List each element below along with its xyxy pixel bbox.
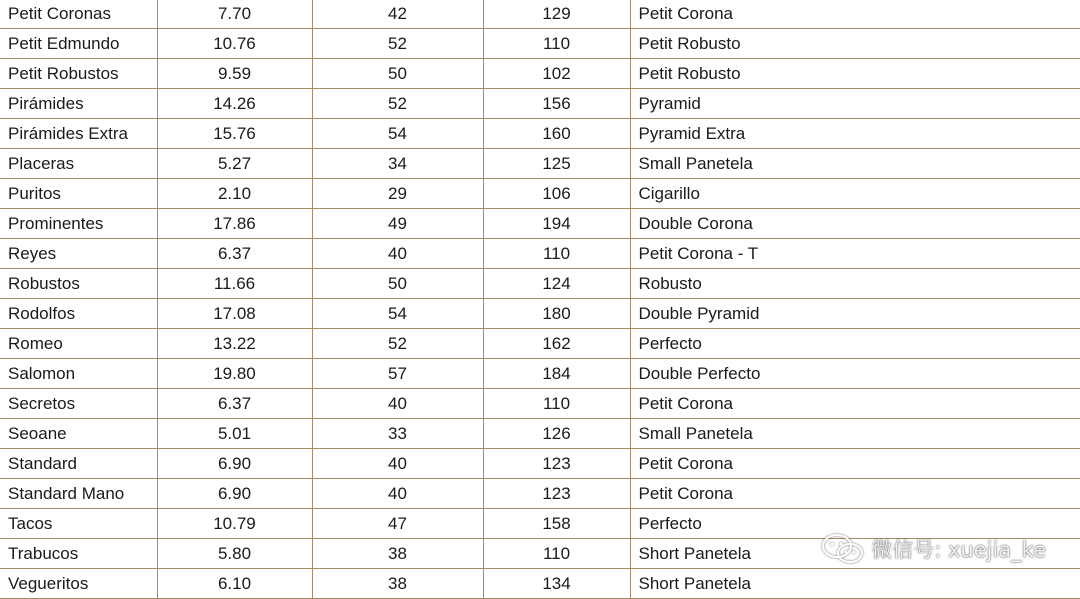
cell-length-value: 11.66 <box>157 269 312 299</box>
cell-length-value: 6.90 <box>157 449 312 479</box>
cell-length-value: 5.80 <box>157 539 312 569</box>
cell-length-mm: 126 <box>483 419 630 449</box>
cell-vitola-name: Reyes <box>0 239 157 269</box>
table-row <box>0 389 1080 419</box>
table-row <box>0 569 1080 599</box>
cell-length-value: 10.76 <box>157 29 312 59</box>
cell-vitola-name: Puritos <box>0 179 157 209</box>
cell-vitola-type: Double Pyramid <box>630 299 1080 329</box>
cell-ring-gauge: 42 <box>312 0 483 29</box>
cell-length-mm: 110 <box>483 389 630 419</box>
cell-length-value: 13.22 <box>157 329 312 359</box>
cell-ring-gauge: 52 <box>312 89 483 119</box>
table-row <box>0 119 1080 149</box>
cell-ring-gauge: 38 <box>312 569 483 599</box>
cell-ring-gauge: 52 <box>312 29 483 59</box>
cell-length-mm: 125 <box>483 149 630 179</box>
cell-length-mm: 110 <box>483 539 630 569</box>
cell-vitola-type: Petit Corona <box>630 479 1080 509</box>
cell-length-mm: 162 <box>483 329 630 359</box>
table-row <box>0 479 1080 509</box>
cell-ring-gauge: 54 <box>312 119 483 149</box>
table-row <box>0 239 1080 269</box>
cell-ring-gauge: 57 <box>312 359 483 389</box>
cell-vitola-name: Petit Edmundo <box>0 29 157 59</box>
cell-length-mm: 180 <box>483 299 630 329</box>
cell-length-mm: 124 <box>483 269 630 299</box>
table-row <box>0 59 1080 89</box>
table-row <box>0 299 1080 329</box>
cell-ring-gauge: 33 <box>312 419 483 449</box>
table-row <box>0 419 1080 449</box>
cell-ring-gauge: 47 <box>312 509 483 539</box>
cell-ring-gauge: 50 <box>312 59 483 89</box>
cell-length-mm: 184 <box>483 359 630 389</box>
cell-vitola-type: Double Perfecto <box>630 359 1080 389</box>
cell-length-value: 5.01 <box>157 419 312 449</box>
cell-length-mm: 129 <box>483 0 630 29</box>
cell-ring-gauge: 50 <box>312 269 483 299</box>
cell-length-value: 10.79 <box>157 509 312 539</box>
cell-vitola-name: Pirámides Extra <box>0 119 157 149</box>
cell-ring-gauge: 49 <box>312 209 483 239</box>
table-row <box>0 539 1080 569</box>
cell-length-mm: 123 <box>483 479 630 509</box>
cell-vitola-name: Standard <box>0 449 157 479</box>
cell-length-mm: 123 <box>483 449 630 479</box>
cell-length-mm: 194 <box>483 209 630 239</box>
cell-length-mm: 106 <box>483 179 630 209</box>
cell-length-value: 9.59 <box>157 59 312 89</box>
cell-length-mm: 110 <box>483 29 630 59</box>
cell-length-mm: 160 <box>483 119 630 149</box>
cell-length-value: 5.27 <box>157 149 312 179</box>
cell-vitola-type: Perfecto <box>630 329 1080 359</box>
cell-length-value: 6.10 <box>157 569 312 599</box>
cell-vitola-type: Petit Corona <box>630 0 1080 29</box>
table-row <box>0 29 1080 59</box>
cell-vitola-name: Trabucos <box>0 539 157 569</box>
table-row <box>0 89 1080 119</box>
cell-vitola-name: Robustos <box>0 269 157 299</box>
cell-length-value: 14.26 <box>157 89 312 119</box>
table-row <box>0 329 1080 359</box>
cell-length-mm: 156 <box>483 89 630 119</box>
cell-vitola-name: Standard Mano <box>0 479 157 509</box>
cell-vitola-type: Petit Robusto <box>630 59 1080 89</box>
cell-vitola-type: Petit Corona - T <box>630 239 1080 269</box>
cell-vitola-name: Prominentes <box>0 209 157 239</box>
watermark-text: 微信号: xuejia_ke <box>871 538 1046 562</box>
cell-vitola-type: Cigarillo <box>630 179 1080 209</box>
cell-ring-gauge: 52 <box>312 329 483 359</box>
table-row <box>0 209 1080 239</box>
cell-ring-gauge: 40 <box>312 479 483 509</box>
cell-length-mm: 102 <box>483 59 630 89</box>
cell-length-value: 2.10 <box>157 179 312 209</box>
cell-vitola-name: Petit Robustos <box>0 59 157 89</box>
cell-vitola-type: Small Panetela <box>630 149 1080 179</box>
cell-vitola-type: Petit Corona <box>630 449 1080 479</box>
cell-vitola-type: Double Corona <box>630 209 1080 239</box>
cell-vitola-type: Pyramid <box>630 89 1080 119</box>
cell-vitola-type: Short Panetela <box>630 539 1080 569</box>
cell-vitola-name: Vegueritos <box>0 569 157 599</box>
cell-ring-gauge: 40 <box>312 449 483 479</box>
cell-length-value: 17.08 <box>157 299 312 329</box>
cell-ring-gauge: 40 <box>312 389 483 419</box>
cell-length-value: 7.70 <box>157 0 312 29</box>
cell-ring-gauge: 38 <box>312 539 483 569</box>
cell-length-value: 15.76 <box>157 119 312 149</box>
table-row <box>0 179 1080 209</box>
cell-length-value: 19.80 <box>157 359 312 389</box>
cell-vitola-type: Short Panetela <box>630 569 1080 599</box>
cell-vitola-type: Pyramid Extra <box>630 119 1080 149</box>
cell-vitola-name: Secretos <box>0 389 157 419</box>
cell-vitola-type: Perfecto <box>630 509 1080 539</box>
cell-length-value: 6.90 <box>157 479 312 509</box>
cell-length-value: 6.37 <box>157 389 312 419</box>
table-row <box>0 509 1080 539</box>
cell-ring-gauge: 34 <box>312 149 483 179</box>
table-row <box>0 449 1080 479</box>
cell-vitola-name: Petit Coronas <box>0 0 157 29</box>
cell-length-mm: 158 <box>483 509 630 539</box>
cell-vitola-name: Romeo <box>0 329 157 359</box>
cell-vitola-name: Rodolfos <box>0 299 157 329</box>
cell-vitola-name: Salomon <box>0 359 157 389</box>
cell-ring-gauge: 40 <box>312 239 483 269</box>
cell-vitola-type: Petit Corona <box>630 389 1080 419</box>
cell-length-value: 17.86 <box>157 209 312 239</box>
cell-vitola-type: Robusto <box>630 269 1080 299</box>
cell-vitola-name: Tacos <box>0 509 157 539</box>
cell-vitola-name: Seoane <box>0 419 157 449</box>
cell-ring-gauge: 29 <box>312 179 483 209</box>
cell-ring-gauge: 54 <box>312 299 483 329</box>
table-row <box>0 269 1080 299</box>
cell-vitola-name: Placeras <box>0 149 157 179</box>
table-row <box>0 0 1080 29</box>
cell-length-mm: 134 <box>483 569 630 599</box>
cell-vitola-name: Pirámides <box>0 89 157 119</box>
cell-length-mm: 110 <box>483 239 630 269</box>
cell-vitola-type: Petit Robusto <box>630 29 1080 59</box>
table-row <box>0 359 1080 389</box>
cell-length-value: 6.37 <box>157 239 312 269</box>
table-row <box>0 149 1080 179</box>
cell-vitola-type: Small Panetela <box>630 419 1080 449</box>
